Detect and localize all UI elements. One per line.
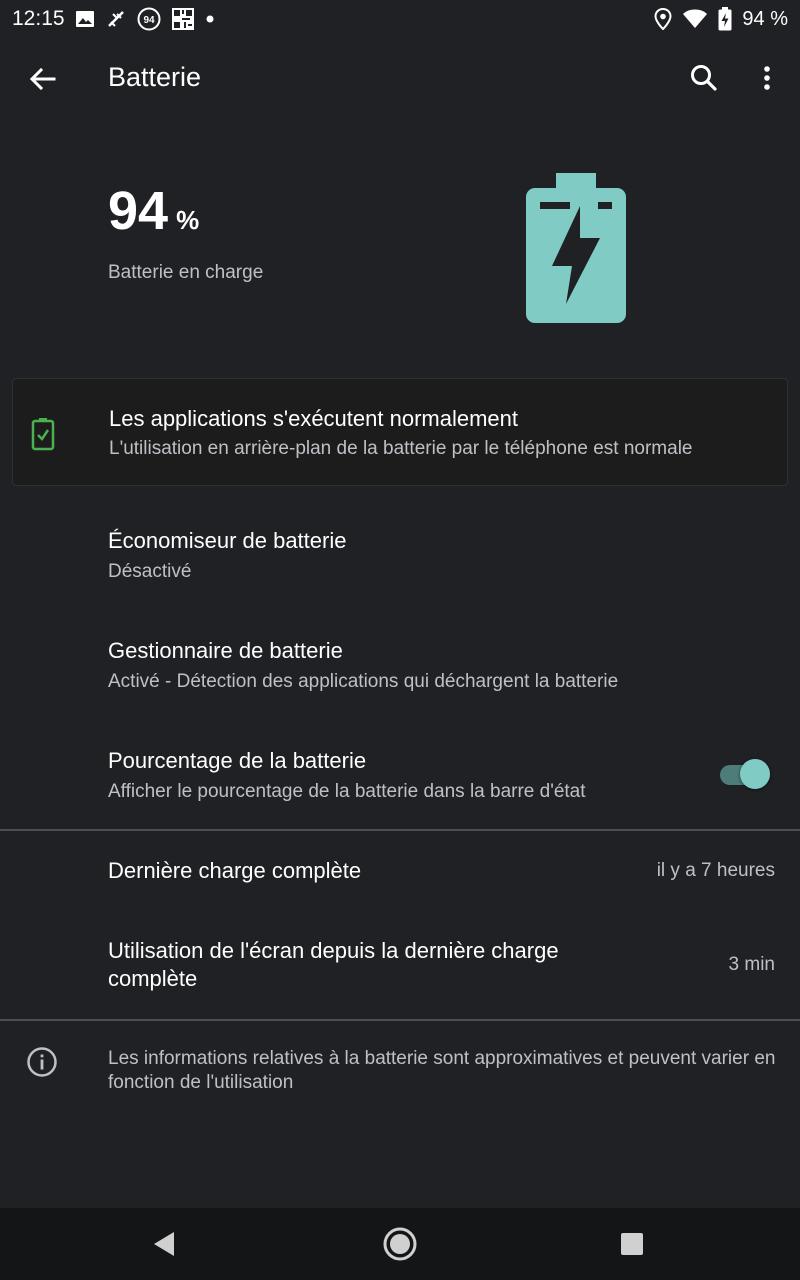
pref-summary: Afficher le pourcentage de la batterie dans la barre d'état xyxy=(108,781,586,802)
usage-title: Dernière charge complète xyxy=(108,858,362,883)
status-left xyxy=(12,7,215,31)
tip-title: Les applications s'exécutent normalement xyxy=(109,406,518,431)
battery-charging-large-icon xyxy=(522,170,630,326)
screen-usage-value: 3 min xyxy=(728,954,775,975)
recents-square-icon[interactable] xyxy=(612,1226,652,1262)
battery-check-icon xyxy=(31,417,55,451)
home-circle-icon[interactable] xyxy=(380,1226,420,1262)
status-battery-percent: 94 % xyxy=(742,7,788,30)
battery-percent-display xyxy=(108,180,199,242)
usage-title-line2: complète xyxy=(108,966,198,991)
screen-usage-row xyxy=(0,920,800,1010)
footer-info-text: Les informations relatives à la batterie sont approximatives et peuvent varier en fonction de l'utilisation xyxy=(108,1048,776,1093)
last-full-charge-value: il y a 7 heures xyxy=(656,860,775,881)
toggle-thumb xyxy=(740,759,770,789)
more-vert-icon[interactable] xyxy=(748,58,788,98)
tip-summary: L'utilisation en arrière-plan de la batterie par le téléphone est normale xyxy=(109,438,693,459)
badge-94-text: 94 xyxy=(143,15,155,26)
image-icon xyxy=(75,9,95,29)
status-bar xyxy=(0,0,800,38)
battery-percent-unit: % xyxy=(176,205,200,235)
search-icon[interactable] xyxy=(684,58,724,98)
pref-battery-manager[interactable] xyxy=(0,620,800,720)
battery-tip-card[interactable] xyxy=(12,378,788,486)
pref-battery-percentage[interactable] xyxy=(0,730,800,830)
pref-summary: Désactivé xyxy=(108,561,192,582)
arrow-back-icon[interactable] xyxy=(22,60,62,100)
divider xyxy=(0,829,800,831)
wifi-icon xyxy=(682,8,708,30)
divider xyxy=(0,1019,800,1021)
navigation-bar xyxy=(0,1208,800,1280)
pref-title: Gestionnaire de batterie xyxy=(108,638,343,663)
pref-summary: Activé - Détection des applications qui déchargent la batterie xyxy=(108,671,619,692)
usage-title-line1: Utilisation de l'écran depuis la dernière charge xyxy=(108,938,559,963)
battery-status-text: Batterie en charge xyxy=(108,262,264,283)
page-title: Batterie xyxy=(108,62,202,92)
dot-icon xyxy=(205,14,215,24)
badge-94-icon xyxy=(137,7,161,31)
toolbar xyxy=(0,40,800,118)
status-right xyxy=(654,7,788,31)
status-time: 12:15 xyxy=(12,7,65,30)
battery-percent-value: 94 xyxy=(108,181,169,241)
battery-percentage-toggle[interactable] xyxy=(718,757,774,791)
qr-icon xyxy=(171,7,195,31)
location-icon xyxy=(654,8,672,30)
info-icon xyxy=(26,1046,58,1078)
pref-title: Pourcentage de la batterie xyxy=(108,748,367,773)
pref-battery-saver[interactable] xyxy=(0,510,800,610)
pref-title: Économiseur de batterie xyxy=(108,528,347,553)
battery-charging-icon xyxy=(718,7,732,31)
no-signal-icon xyxy=(105,8,127,30)
back-triangle-icon[interactable] xyxy=(146,1226,186,1262)
